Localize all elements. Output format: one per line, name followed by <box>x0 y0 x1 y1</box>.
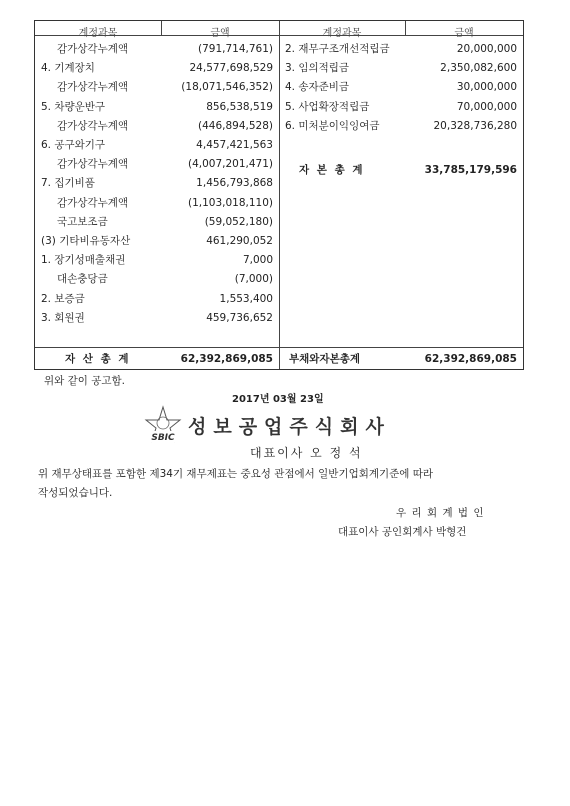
left-row-item: 대손충당금 <box>57 273 108 286</box>
header-right-item: 계정과목 <box>322 28 362 39</box>
notice-text: 위와 같이 공고함. <box>44 375 126 387</box>
left-row-amount: 24,577,698,529 <box>189 62 273 75</box>
header-right-amount: 금액 <box>454 28 474 39</box>
balance-sheet-table <box>34 20 524 370</box>
right-row-item: 4. 송자준비금 <box>285 81 350 94</box>
left-row-item: 3. 회원권 <box>41 311 85 324</box>
left-row-amount: 856,538,519 <box>206 100 273 113</box>
header-left-item: 계정과목 <box>78 28 118 39</box>
left-row-item: 감가상각누계액 <box>57 158 129 171</box>
left-row-amount: 4,457,421,563 <box>196 139 273 151</box>
header-left-amount: 금액 <box>210 28 230 39</box>
liab-cap-total-label: 부채와자본총계 <box>289 353 361 365</box>
left-row-item: 감가상각누계액 <box>57 119 129 132</box>
right-row-item: 6. 미처분이익잉여금 <box>285 119 380 132</box>
left-row-item: 2. 보증금 <box>41 292 85 305</box>
left-row-item: 국고보조금 <box>57 215 108 228</box>
left-row-item: (3) 기타비유동자산 <box>41 235 131 247</box>
right-row-amount: 20,000,000 <box>456 43 517 55</box>
left-row-amount: 7,000 <box>242 254 273 267</box>
audit-statement-line2: 작성되었습니다. <box>38 487 113 499</box>
left-row-amount: (4,007,201,471) <box>187 158 273 171</box>
total-line <box>35 347 523 348</box>
auditor-representative: 대표이사 공인회계사 박형건 <box>338 526 467 538</box>
company-name: 성보공업주식회사 <box>188 416 391 438</box>
left-row-item: 7. 집기비품 <box>41 177 95 190</box>
right-row-amount: 70,000,000 <box>456 100 517 113</box>
asset-total-amount: 62,392,869,085 <box>180 353 273 365</box>
left-row-item: 1. 장기성매출채권 <box>41 254 126 267</box>
auditor-firm: 우 리 회 계 법 인 <box>396 507 485 519</box>
left-row-item: 4. 기계장치 <box>41 62 95 75</box>
capital-total-label: 자 본 총 계 <box>299 164 365 176</box>
left-row-amount: 1,553,400 <box>219 292 273 305</box>
left-row-item: 감가상각누계액 <box>57 81 129 94</box>
asset-total-label: 자 산 총 계 <box>65 353 131 365</box>
right-row-amount: 20,328,736,280 <box>433 119 517 132</box>
announce-date: 2017년 03월 23일 <box>232 394 324 405</box>
left-row-amount: (18,071,546,352) <box>181 81 273 94</box>
svg-text:SBIC: SBIC <box>151 433 175 443</box>
capital-total-amount: 33,785,179,596 <box>424 164 517 176</box>
left-row-item: 5. 차량운반구 <box>41 100 106 113</box>
left-row-item: 6. 공구와기구 <box>41 139 106 151</box>
left-row-amount: (1,103,018,110) <box>187 196 273 209</box>
right-row-amount: 30,000,000 <box>456 81 517 94</box>
left-row-amount: (7,000) <box>234 273 273 286</box>
right-row-amount: 2,350,082,600 <box>440 62 517 75</box>
company-logo <box>143 405 183 445</box>
left-row-item: 감가상각누계액 <box>57 43 129 55</box>
audit-statement-line1: 위 재무상태표를 포함한 제34기 재무제표는 중요성 관점에서 일반기업회계기준에 따라 <box>38 468 434 480</box>
left-row-amount: (59,052,180) <box>204 215 273 228</box>
right-row-item: 2. 재무구조개선적립금 <box>285 43 390 55</box>
left-row-amount: 459,736,652 <box>206 311 273 324</box>
left-row-amount: 1,456,793,868 <box>196 177 273 190</box>
left-row-amount: (791,714,761) <box>198 43 273 55</box>
center-divider <box>279 21 280 369</box>
ceo-name: 대표이사 오 정 석 <box>250 446 363 460</box>
right-row-item: 3. 임의적립금 <box>285 62 350 75</box>
left-row-amount: (446,894,528) <box>198 119 273 132</box>
left-row-item: 감가상각누계액 <box>57 196 129 209</box>
left-row-amount: 461,290,052 <box>206 235 273 247</box>
liab-cap-total-amount: 62,392,869,085 <box>424 353 517 365</box>
right-row-item: 5. 사업확장적립금 <box>285 100 370 113</box>
